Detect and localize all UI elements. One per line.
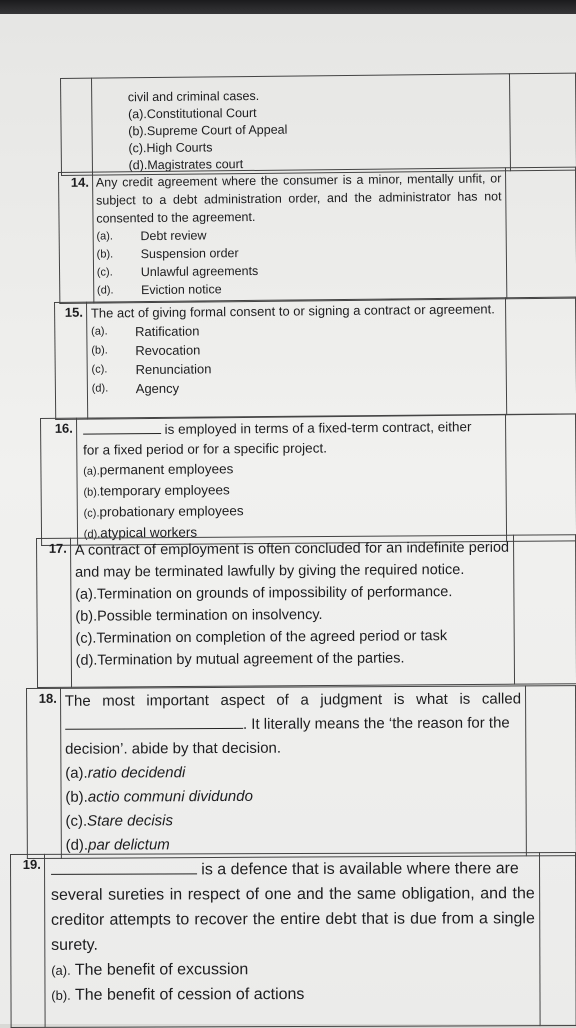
option-b: (b).temporary employees (83, 482, 230, 499)
mark-cell (506, 297, 576, 415)
option-c: (c). Renunciation (91, 361, 212, 378)
option-d: (d).Termination by mutual agreement of the parties. (75, 650, 405, 669)
option-b: (b). Revocation (91, 342, 201, 359)
mark-cell (506, 414, 576, 542)
question-text-line1: The most important aspect of a judgment is what is called (64, 690, 522, 710)
option-b: (b). The benefit of cession of actions (51, 985, 305, 1004)
question-number: 14. (59, 172, 94, 303)
option-c: (c).Termination on completion of the agreed period or task (75, 628, 448, 647)
option-a: (a). Ratification (91, 323, 200, 340)
mark-cell (539, 853, 576, 1026)
option-b: (b).actio communi dividundo (65, 787, 253, 806)
question-text-rest: several sureties in respect of one and the same obligation, and the creditor attempts to recover the entire debt that is due from a single surety. (50, 885, 535, 954)
option-c: (c).Stare decisis (65, 812, 174, 830)
mark-cell (514, 535, 576, 684)
option-b: (b). Suspension order (96, 246, 239, 262)
option-d: (d).par delictum (65, 836, 170, 854)
question-block-19 (10, 852, 576, 1028)
option-d: (d). Eviction notice (96, 282, 222, 298)
option-a: (a). The benefit of excussion (51, 961, 249, 979)
question-text-line1: is a defence that is available where there are (51, 856, 535, 883)
question-text-rest: decision’. abide by that decision. (65, 739, 282, 758)
question-cell (91, 74, 510, 175)
question-block-18 (26, 685, 576, 859)
option-a: (a).ratio decidendi (65, 764, 186, 782)
question-text-line1: is employed in terms of a fixed-term contract, either (83, 417, 502, 441)
question-block-14 (58, 167, 576, 304)
mark-cell (509, 73, 576, 171)
option-a: (a).permanent employees (83, 461, 234, 478)
option-d: (d). Agency (91, 380, 180, 397)
question-cell (70, 535, 514, 687)
number-cell (61, 78, 93, 175)
question-cell (60, 686, 526, 858)
option-b: (b).Supreme Court of Appeal (128, 122, 288, 139)
option-a: (a).Termination on grounds of impossibility of performance. (75, 584, 453, 603)
option-a: (a). Debt review (96, 228, 207, 244)
question-number: 18. (27, 688, 62, 858)
question-number: 17. (37, 538, 72, 687)
question-cell (76, 414, 506, 545)
option-c: (c). Unlawful agreements (96, 263, 259, 280)
question-block-15 (54, 297, 576, 420)
option-c: (c).probationary employees (83, 503, 244, 520)
question-block-16 (40, 413, 576, 546)
option-c: (c).High Courts (128, 140, 213, 156)
answer-blank (51, 873, 197, 875)
question-text-line2: . It literally means the ‘the reason for the (65, 711, 521, 737)
option-b: (b).Possible termination on insolvency. (75, 607, 323, 625)
mark-cell (525, 686, 576, 856)
mark-cell (506, 167, 576, 299)
question-number: 15. (55, 302, 88, 419)
answer-blank (65, 728, 243, 730)
question-block-17 (36, 534, 576, 688)
question-cell (92, 168, 507, 303)
question-block-13 (60, 73, 576, 176)
question-cell (44, 853, 539, 1028)
question-text: A contract of employment is often concluded for an indefinite period and may be terminated lawfully by giving the required notice. (74, 539, 510, 581)
question-cell (86, 298, 507, 419)
question-number: 16. (41, 418, 78, 545)
question-text: civil and criminal cases. (127, 88, 260, 105)
answer-blank (83, 433, 161, 435)
question-text: The act of giving formal consent to or signing a contract or agreement. (90, 301, 495, 321)
option-a: (a).Constitutional Court (127, 105, 257, 122)
question-text-rest: for a fixed period or for a specific project. (82, 440, 327, 458)
option-d: (d).Magistrates court (128, 157, 244, 173)
question-text: Any credit agreement where the consumer is a minor, mentally unfit, or subject to a debt administration order, and the administrator has not consented to the agreement. (95, 171, 502, 226)
question-number: 19. (11, 854, 45, 1027)
option-d: (d).atypical workers (83, 524, 198, 541)
